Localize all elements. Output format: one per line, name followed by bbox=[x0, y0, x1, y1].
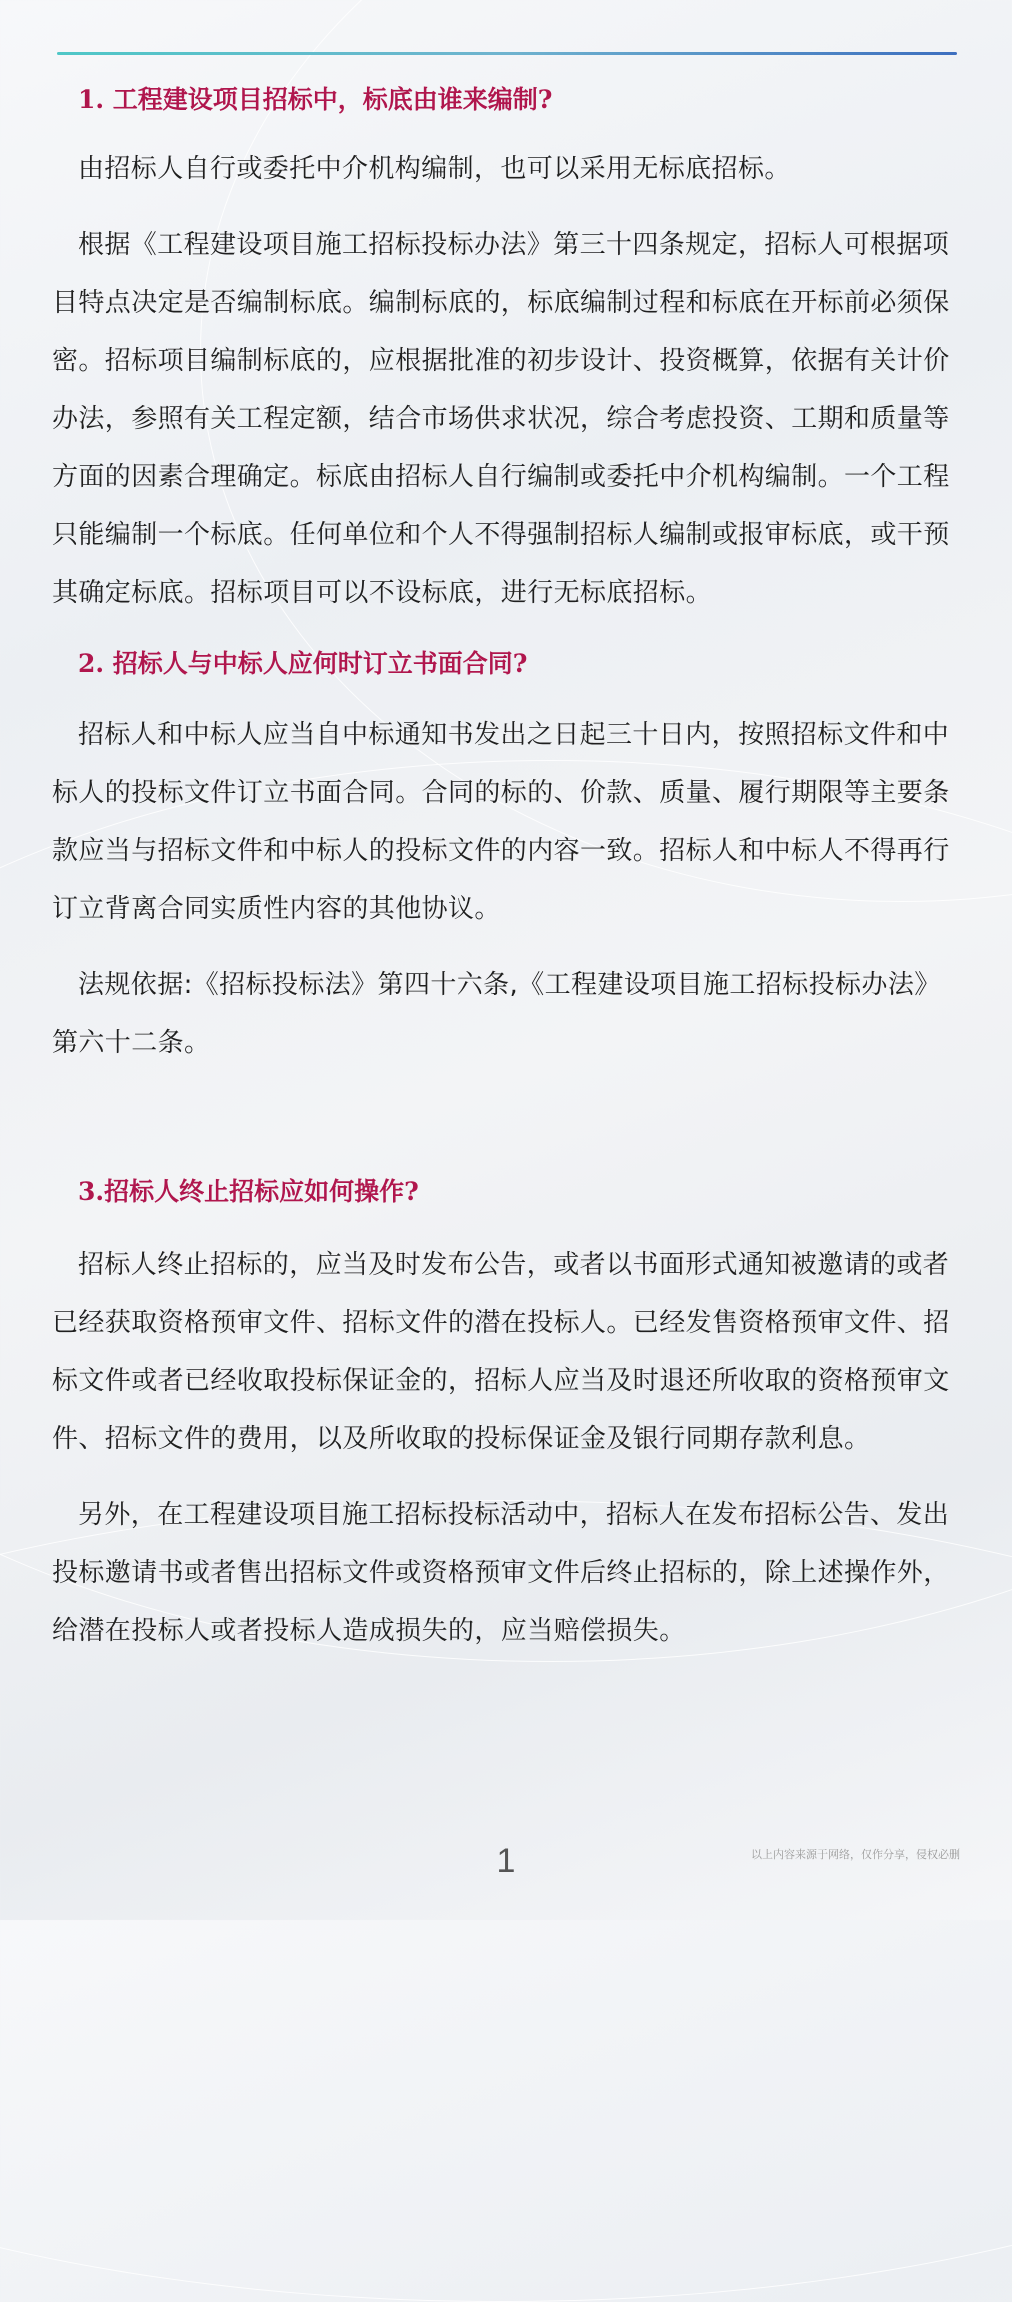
paragraph: 招标人终止招标的，应当及时发布公告，或者以书面形式通知被邀请的或者已经获取资格预审文件、招标文件的潜在投标人。已经发售资格预审文件、招标文件或者已经收取投标保证金的，招标人应当及时退还所收取的资格预审文件、招标文件的费用，以及所收取的投标保证金及银行同期存款利息。 bbox=[52, 1250, 950, 1454]
section-heading: 3.招标人终止招标应如何操作? bbox=[78, 1177, 419, 1206]
section-heading: 2. 招标人与中标人应何时订立书面合同? bbox=[78, 649, 528, 678]
copyright-note: 以上内容来源于网络，仅作分享，侵权必删 bbox=[751, 1848, 960, 1861]
paragraph: 另外，在工程建设项目施工招标投标活动中，招标人在发布招标公告、发出投标邀请书或者售出招标文件或资格预审文件后终止招标的，除上述操作外，给潜在投标人或者投标人造成损失的，应当赔偿损失。 bbox=[52, 1500, 950, 1646]
paragraph: 根据《工程建设项目施工招标投标办法》第三十四条规定，招标人可根据项目特点决定是否编制标底。编制标底的，标底编制过程和标底在开标前必须保密。招标项目编制标底的，应根据批准的初步设计、投资概算，依据有关计价办法，参照有关工程定额，结合市场供求状况，综合考虑投资、工期和质量等方面的因素合理确定。标底由招标人自行编制或委托中介机构编制。一个工程只能编制一个标底。任何单位和个人不得强制招标人编制或报审标底，或干预其确定标底。招标项目可以不设标底，进行无标底招标。 bbox=[52, 230, 950, 608]
top-divider bbox=[57, 52, 957, 55]
paragraph: 法规依据:《招标投标法》第四十六条,《工程建设项目施工招标投标办法》第六十二条。 bbox=[52, 970, 941, 1058]
section-heading: 1. 工程建设项目招标中，标底由谁来编制? bbox=[78, 85, 553, 114]
paragraph: 招标人和中标人应当自中标通知书发出之日起三十日内，按照招标文件和中标人的投标文件订立书面合同。合同的标的、价款、质量、履行期限等主要条款应当与招标文件和中标人的投标文件的内容一致。招标人和中标人不得再行订立背离合同实质性内容的其他协议。 bbox=[52, 720, 950, 924]
document-body bbox=[52, 80, 958, 1660]
page-number: 1 bbox=[496, 1842, 516, 1880]
paragraph: 由招标人自行或委托中介机构编制，也可以采用无标底招标。 bbox=[78, 154, 791, 184]
